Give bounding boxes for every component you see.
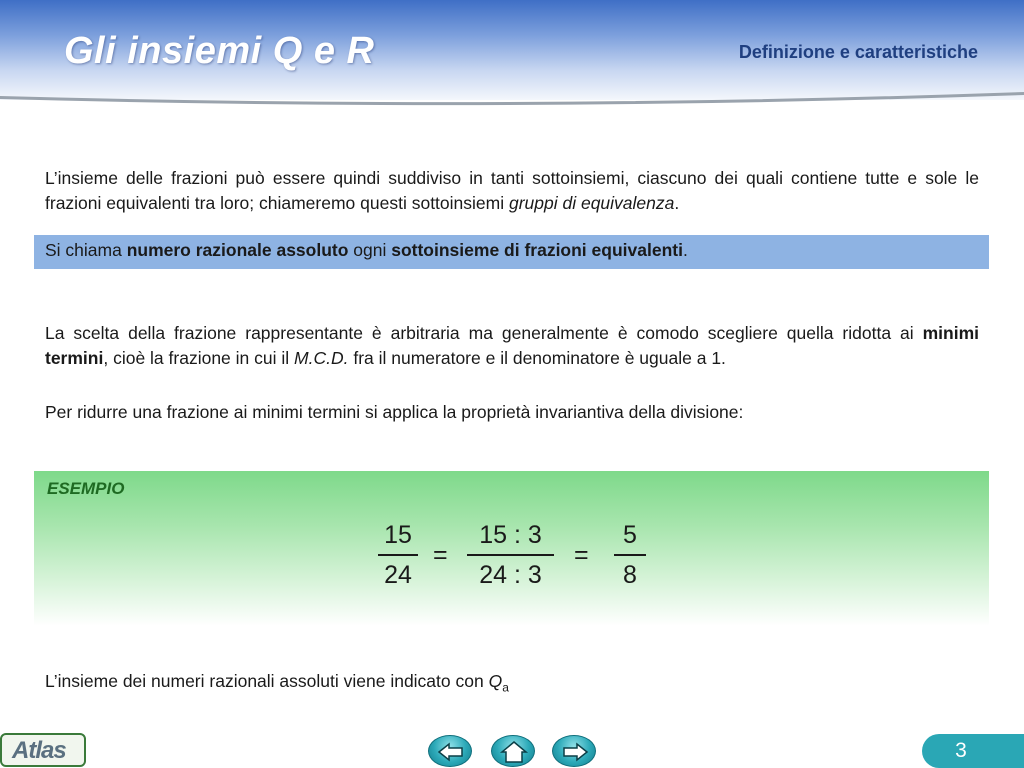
- fraction-numerator: 15: [384, 521, 412, 549]
- intro-emphasis: gruppi di equivalenza: [508, 193, 675, 213]
- fraction-numerator: 5: [623, 521, 637, 549]
- definition-text-c: ogni: [348, 240, 392, 260]
- logo-text: Atlas: [12, 737, 66, 764]
- fraction-numerator: 15 : 3: [479, 521, 542, 549]
- definition-term: numero razionale assoluto: [126, 240, 349, 260]
- home-icon: [492, 736, 536, 768]
- definition-end: .: [682, 240, 688, 260]
- notation-text: L’insieme dei numeri razionali assoluti viene indicato con: [45, 671, 489, 691]
- reduction-paragraph: Per ridurre una frazione ai minimi termini si applica la proprietà invariantiva della divisione:: [45, 402, 744, 422]
- slide-subtitle: Definizione e caratteristiche: [738, 42, 978, 62]
- rep-mcd: M.C.D.: [294, 348, 349, 368]
- fraction-denominator: 24: [384, 561, 412, 589]
- rep-minimi-termini: minimi termini: [45, 323, 979, 368]
- fraction-reduced: [614, 519, 646, 591]
- intro-text: L’insieme delle frazioni può essere quindi suddiviso in tanti sottoinsiemi, ciascuno dei quali contiene tutte e sole le frazioni equivalenti tra loro; chiameremo questi sottoinsiemi: [45, 168, 979, 213]
- fraction-division: [467, 519, 554, 591]
- rep-text-e: fra il numeratore e il denominatore è uguale a 1.: [348, 348, 726, 368]
- slide-title: Gli insiemi Q e R: [64, 30, 375, 72]
- header-divider: [0, 88, 1024, 106]
- intro-end: .: [674, 193, 680, 213]
- fraction-denominator: 24 : 3: [479, 561, 542, 589]
- home-button[interactable]: [491, 735, 535, 767]
- notation-paragraph: [45, 669, 979, 701]
- fraction-original: [378, 519, 418, 591]
- equals-sign: =: [433, 541, 448, 569]
- set-symbol: Q: [488, 671, 503, 691]
- fraction-bar: [467, 554, 554, 556]
- intro-paragraph: [45, 166, 979, 216]
- representative-paragraph: [45, 321, 979, 371]
- arrow-right-icon: [553, 736, 597, 768]
- equals-sign: =: [574, 541, 589, 569]
- atlas-logo: [0, 733, 86, 767]
- definition-subject: sottoinsieme di frazioni equivalenti: [391, 240, 683, 260]
- fraction-bar: [378, 554, 418, 556]
- fraction-bar: [614, 554, 646, 556]
- next-button[interactable]: [552, 735, 596, 767]
- page-number: 3: [955, 739, 967, 762]
- definition-box: [34, 235, 989, 269]
- set-subscript: a: [502, 680, 509, 695]
- arrow-left-icon: [429, 736, 473, 768]
- fraction-denominator: 8: [623, 561, 637, 589]
- example-box: [34, 471, 989, 626]
- example-label: ESEMPIO: [47, 479, 125, 498]
- page-number-tab: [922, 734, 1024, 768]
- rep-text-c: , cioè la frazione in cui il: [103, 348, 295, 368]
- previous-button[interactable]: [428, 735, 472, 767]
- definition-text-a: Si chiama: [45, 240, 127, 260]
- rep-text-a: La scelta della frazione rappresentante è arbitraria ma generalmente è comodo scegliere quella ridotta ai: [45, 323, 923, 343]
